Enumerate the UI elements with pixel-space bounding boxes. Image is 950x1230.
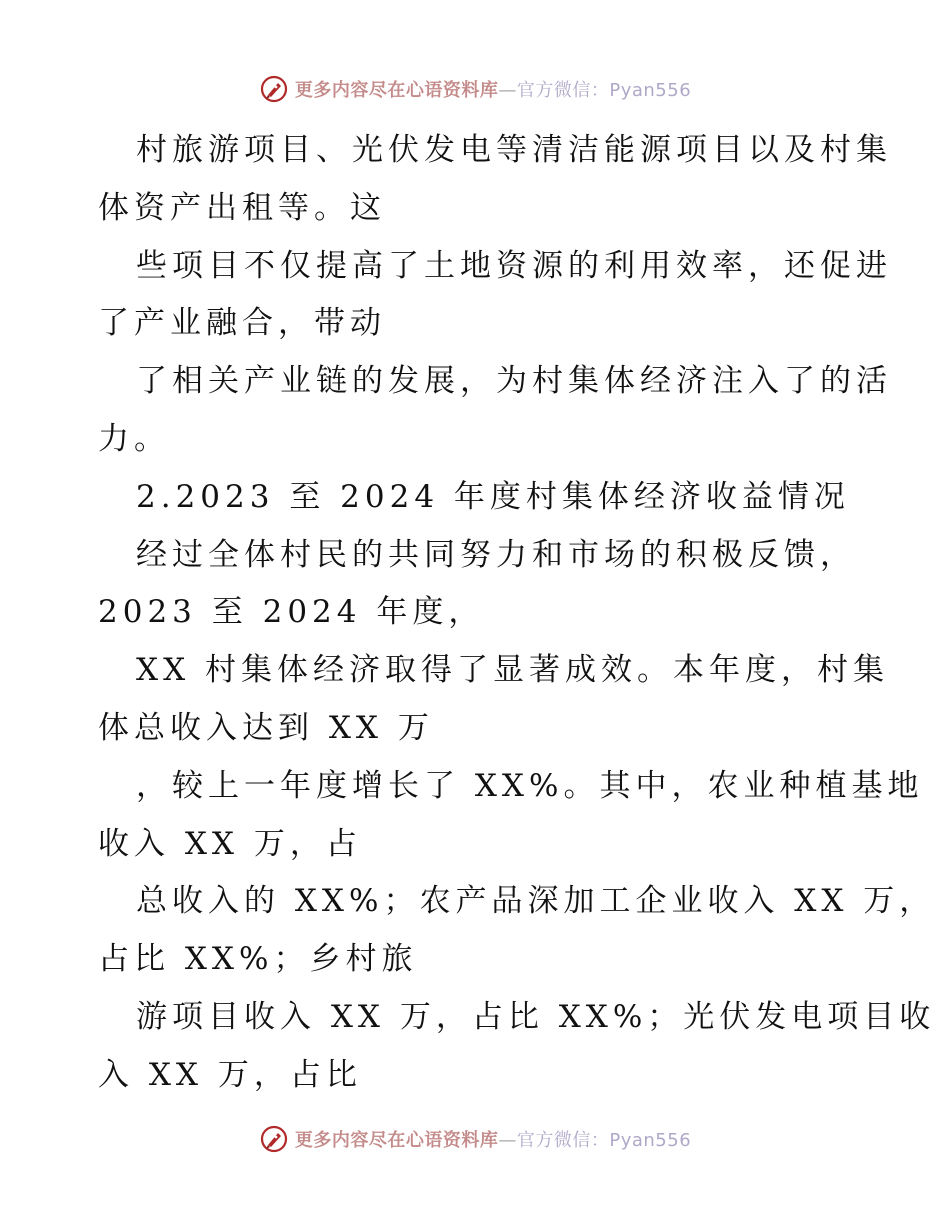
text-line: 游项目收入 XX 万，占比 XX%；光伏发电项目收	[136, 998, 936, 1035]
text-line: 经过全体村民的共同努力和市场的积极反馈，	[136, 536, 856, 573]
text-line: 了相关产业链的发展，为村集体经济注入了的活	[136, 363, 892, 400]
text-line: 2.2023 至 2024 年度村集体经济收益情况	[136, 478, 850, 515]
text-line: 体总收入达到 XX 万	[98, 709, 434, 746]
text-line: 力。	[98, 420, 170, 457]
text-line: 2023 至 2024 年度，	[98, 594, 485, 631]
footer-watermark	[0, 1122, 950, 1156]
text-line: 总收入的 XX%；农产品深加工企业收入 XX 万，	[136, 883, 936, 920]
text-line: 收入 XX 万，占	[98, 825, 362, 862]
text-line: 占比 XX%；乡村旅	[98, 941, 418, 978]
watermark-separator: —	[498, 1130, 517, 1151]
watermark-contact: 官方微信：Pyan556	[516, 1130, 692, 1151]
pen-nib-logo-icon	[259, 74, 289, 104]
watermark-brand: 更多内容尽在心语资料库	[294, 80, 499, 101]
watermark-separator: —	[498, 80, 517, 101]
text-line: 村旅游项目、光伏发电等清洁能源项目以及村集	[136, 132, 892, 168]
text-line: 入 XX 万，占比	[98, 1056, 362, 1093]
document-body	[98, 122, 936, 1105]
watermark-brand: 更多内容尽在心语资料库	[294, 1130, 499, 1151]
watermark-text	[295, 76, 691, 102]
pen-nib-logo-icon	[259, 1124, 289, 1154]
text-line: 了产业融合，带动	[98, 305, 386, 342]
watermark-text	[295, 1126, 691, 1152]
watermark-contact: 官方微信：Pyan556	[516, 80, 692, 101]
header-watermark	[0, 72, 950, 106]
text-line: ，较上一年度增长了 XX%。其中，农业种植基地	[136, 767, 924, 804]
text-line: XX 村集体经济取得了显著成效。本年度，村集	[136, 652, 889, 689]
text-line: 体资产出租等。这	[98, 189, 386, 226]
text-line: 些项目不仅提高了土地资源的利用效率，还促进	[136, 247, 892, 284]
